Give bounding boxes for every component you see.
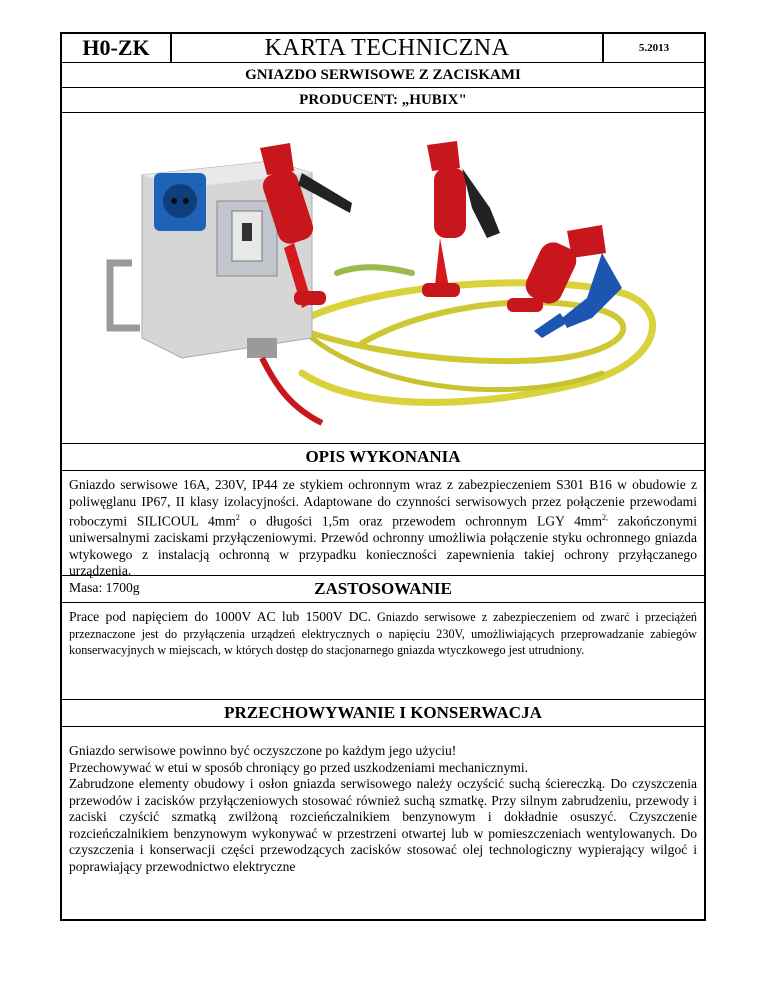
opis-line-1: Gniazdo serwisowe 16A, 230V, IP44 ze stykiem ochronnym wraz z zabezpieczeniem S301 B16 w obudowie z poliwęglanu IP67, II klasy izolacyjności. Adaptowane do czynności serwisowych przez połączenie przewodami roboczymi SILICOUL 4mm xyxy=(69,477,697,529)
clamp-2 xyxy=(422,141,500,297)
opis-line-3: zakończonymi uniwersalnymi zaciskami przyłączeniowymi. Przewód ochronny umożliwia połączenie styku ochronnego gniazda wtykowego z instalacją ochronną w przypadku konieczności zapewnienia takiej ochrony przyłączanego urządzenia. xyxy=(69,513,697,579)
page-title: KARTA TECHNICZNA xyxy=(264,34,510,61)
opis-text xyxy=(69,477,697,580)
product-photo xyxy=(62,113,704,444)
section-body-zastosowanie xyxy=(62,603,704,700)
section-heading-opis: OPIS WYKONANIA xyxy=(62,444,704,471)
opis-sup-2: 2, xyxy=(602,513,609,522)
opis-sup-1: 2 xyxy=(235,513,240,522)
przech-p3: Zabrudzone elementy obudowy i osłon gniazda serwisowego należy oczyścić suchą ściereczką. Do czyszczenia przewodów i zacisków przyłączeniowych stosować również suchą szmatkę. Przy silnym zabrudzeniu, przewody i zaciski czyścić szmatką zwilżoną rozcieńczalnikiem benzynowym i dokładnie osuszyć. Czyszczenie rozcieńczalnikiem benzynowym wykonywać w przestrzeni otwartej lub w pomieszczeniach wentylowanych. Do czyszczenia i konserwacji części przewodzących zacisków stosować olej technologiczny wypierający wilgoć i poprawiający przewodnictwo elektryczne xyxy=(69,776,697,874)
producer-line: PRODUCENT: „HUBIX" xyxy=(62,88,704,113)
zastosowanie-text xyxy=(69,609,697,659)
section-body-przechowywanie xyxy=(62,727,704,919)
opis-line-2: o długości 1,5m oraz przewodem ochronnym LGY 4mm xyxy=(239,513,603,529)
przech-p2: Przechowywać w etui w sposób chroniący go przed uszkodzeniami mechanicznymi. xyxy=(69,759,529,775)
header-row xyxy=(62,34,704,63)
zastosowanie-lead: Prace pod napięciem do 1000V AC lub 1500V DC. xyxy=(69,609,372,624)
section-heading-zastosowanie: ZASTOSOWANIE xyxy=(62,576,704,603)
section-heading-przechowywanie: PRZECHOWYWANIE I KONSERWACJA xyxy=(62,700,704,727)
mass-text: Masa: 1700g xyxy=(69,579,140,595)
product-illustration xyxy=(62,113,704,443)
revision-date: 5.2013 xyxy=(602,34,704,62)
handle-icon xyxy=(110,263,140,328)
product-code: H0-ZK xyxy=(62,34,172,62)
product-subtitle: GNIAZDO SERWISOWE Z ZACISKAMI xyxy=(62,63,704,88)
zastosowanie-body: Gniazdo serwisowe z zabezpieczeniem od zwarć i przeciążeń przeznaczone jest do przyłączenia urządzeń elektrycznych o napięciu 230V, umożliwiających przeprowadzanie zabiegów konserwacyjnych w miejscach, w których dostęp do stacjonarnego gniazda wtyczkowego jest utrudniony. xyxy=(69,610,697,658)
green-wire xyxy=(337,267,412,273)
datasheet xyxy=(60,32,706,921)
przech-p1: Gniazdo serwisowe powinno być oczyszczone po każdym jego użyciu! xyxy=(69,743,457,758)
